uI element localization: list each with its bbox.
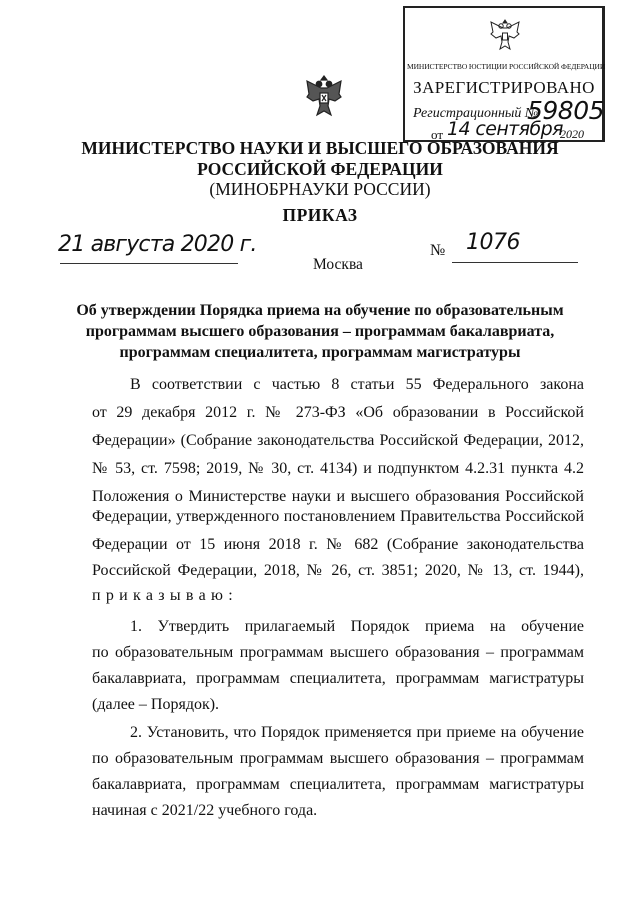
- stamp-reg-date: 14 сентября: [447, 118, 563, 140]
- body-line: приказываю:: [92, 587, 238, 604]
- stamp-status: ЗАРЕГИСТРИРОВАНО: [413, 78, 595, 97]
- body-line: по образовательным программам высшего образования – программам: [92, 644, 584, 661]
- stamp-reg-year: 2020: [560, 127, 584, 141]
- body-line: Федерации от 15 июня 2018 г. № 682 (Собрание законодательства: [92, 536, 584, 553]
- body-line: по образовательным программам высшего образования – программам: [92, 750, 584, 767]
- doc-title-line: программам высшего образования – программам бакалавриата,: [85, 323, 555, 340]
- body-line: 1. Утвердить прилагаемый Порядок приема на обучение: [130, 618, 584, 635]
- body-line: (далее – Порядок).: [92, 696, 220, 713]
- number-underline: [452, 262, 578, 263]
- number-label: №: [430, 242, 446, 259]
- city: Москва: [313, 256, 363, 273]
- body-line: начиная с 2021/22 учебного года.: [92, 802, 318, 819]
- body-line: В соответствии с частью 8 статьи 55 Федерального закона: [130, 376, 584, 393]
- ministry-name-line2: РОССИЙСКОЙ ФЕДЕРАЦИИ: [197, 159, 443, 179]
- stamp-ministry: МИНИСТЕРСТВО ЮСТИЦИИ РОССИЙСКОЙ ФЕДЕРАЦИИ: [407, 62, 606, 71]
- order-title: ПРИКАЗ: [282, 205, 358, 225]
- body-line: № 53, ст. 7598; 2019, № 30, ст. 4134) и подпунктом 4.2.31 пункта 4.2: [92, 460, 584, 477]
- body-line: от 29 декабря 2012 г. № 273-ФЗ «Об образовании в Российской: [92, 404, 584, 421]
- doc-title-line: программам специалитета, программам магистратуры: [119, 344, 521, 361]
- order-date: 21 августа 2020 г.: [58, 232, 257, 257]
- body-line: Федерации, утвержденного постановлением Правительства Российской: [92, 508, 584, 525]
- ministry-name-line1: МИНИСТЕРСТВО НАУКИ И ВЫСШЕГО ОБРАЗОВАНИЯ: [81, 138, 559, 158]
- stamp-from-label: от: [431, 127, 444, 142]
- body-line: Федерации» (Собрание законодательства Российской Федерации, 2012,: [92, 432, 584, 449]
- stamp-reg-number: 59805: [527, 96, 605, 125]
- date-underline: [60, 263, 238, 264]
- body-line: 2. Установить, что Порядок применяется при приеме на обучение: [130, 724, 584, 741]
- body-line: бакалавриата, программам специалитета, программам магистратуры: [92, 776, 584, 793]
- coat-of-arms-icon: [306, 74, 342, 120]
- eagle-emblem-icon: [490, 16, 520, 54]
- stamp-reg-label: Регистрационный №: [413, 106, 539, 121]
- registration-stamp: [403, 6, 605, 142]
- doc-title-line: Об утверждении Порядка приема на обучение по образовательным: [76, 302, 564, 319]
- ministry-short-name: (МИНОБРНАУКИ РОССИИ): [209, 179, 431, 199]
- body-line: бакалавриата, программам специалитета, программам магистратуры: [92, 670, 584, 687]
- body-line: Положения о Министерстве науки и высшего образования Российской: [92, 488, 584, 505]
- order-number: 1076: [466, 230, 520, 255]
- body-line: Российской Федерации, 2018, № 26, ст. 3851; 2020, № 13, ст. 1944),: [92, 562, 584, 579]
